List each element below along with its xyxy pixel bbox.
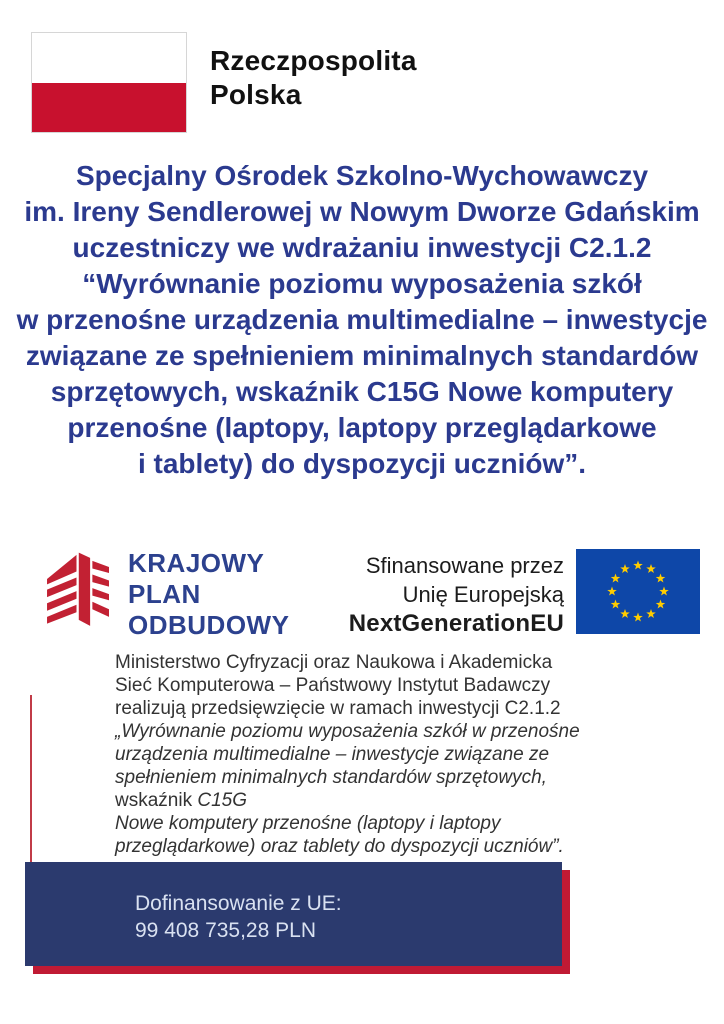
flag-white-stripe — [32, 33, 186, 83]
kpo-wordmark-line2: PLAN — [128, 579, 201, 609]
ministry-quote-line: spełnieniem minimalnych standardów sprzętowych, — [115, 767, 547, 788]
country-name-line1: Rzeczpospolita — [210, 45, 417, 76]
headline-line: “Wyrównanie poziomu wyposażenia szkół — [82, 268, 642, 299]
headline-line: w przenośne urządzenia multimedialne – inwestycje — [16, 304, 708, 335]
ministry-line: realizują przedsięwzięcie w ramach inwestycji C2.1.2 — [115, 698, 561, 719]
funding-credit — [349, 551, 564, 638]
funding-banner-line2: 99 408 735,28 PLN — [135, 919, 316, 942]
ministry-quote-line: przeglądarkowe) oraz tablety do dyspozycji uczniów”. — [115, 836, 564, 857]
ministry-paragraph — [115, 651, 585, 858]
country-name — [210, 44, 417, 112]
headline-line: i tablety) do dyspozycji uczniów”. — [137, 448, 587, 479]
eu-flag-icon — [576, 549, 700, 639]
ministry-quote-line: „Wyrównanie poziomu wyposażenia szkół w przenośne — [115, 721, 580, 742]
poland-flag-icon — [31, 32, 187, 133]
kpo-wordmark-line1: KRAJOWY — [128, 548, 265, 578]
ministry-line: Sieć Komputerowa – Państwowy Instytut Badawczy — [115, 675, 551, 696]
kpo-building-icon — [41, 548, 109, 637]
kpo-wordmark — [128, 548, 289, 641]
headline-line: przenośne (laptopy, laptopy przeglądarkowe — [67, 412, 657, 443]
ministry-line: Ministerstwo Cyfryzacji oraz Naukowa i Akademicka — [115, 652, 553, 673]
headline-line: im. Ireny Sendlerowej w Nowym Dworze Gdańskim — [24, 196, 700, 227]
headline — [0, 158, 724, 482]
headline-line: uczestniczy we wdrażaniu inwestycji C2.1.2 — [72, 232, 652, 263]
wskaznik-code: C15G — [197, 790, 247, 811]
country-name-line2: Polska — [210, 79, 302, 110]
ministry-wskaznik-line — [115, 789, 585, 812]
funding-banner — [25, 862, 562, 966]
kpo-wordmark-line3: ODBUDOWY — [128, 610, 290, 640]
funding-banner-line1: Dofinansowanie z UE: — [135, 892, 342, 915]
nextgenerationeu-label: NextGenerationEU — [348, 610, 564, 637]
headline-line: sprzętowych, wskaźnik C15G Nowe komputery — [50, 376, 674, 407]
ministry-quote-line: Nowe komputery przenośne (laptopy i laptopy — [115, 813, 501, 834]
wskaznik-prefix: wskaźnik — [115, 790, 198, 811]
headline-line: Specjalny Ośrodek Szkolno-Wychowawczy — [75, 160, 649, 191]
headline-line: związane ze spełnieniem minimalnych standardów — [25, 340, 699, 371]
red-accent-line — [30, 695, 32, 880]
flag-red-stripe — [32, 83, 186, 133]
ministry-quote-line: urządzenia multimedialne – inwestycje związane ze — [115, 744, 550, 765]
funding-credit-line1: Sfinansowane przez — [365, 553, 564, 578]
funding-credit-line2: Unię Europejską — [402, 582, 564, 607]
